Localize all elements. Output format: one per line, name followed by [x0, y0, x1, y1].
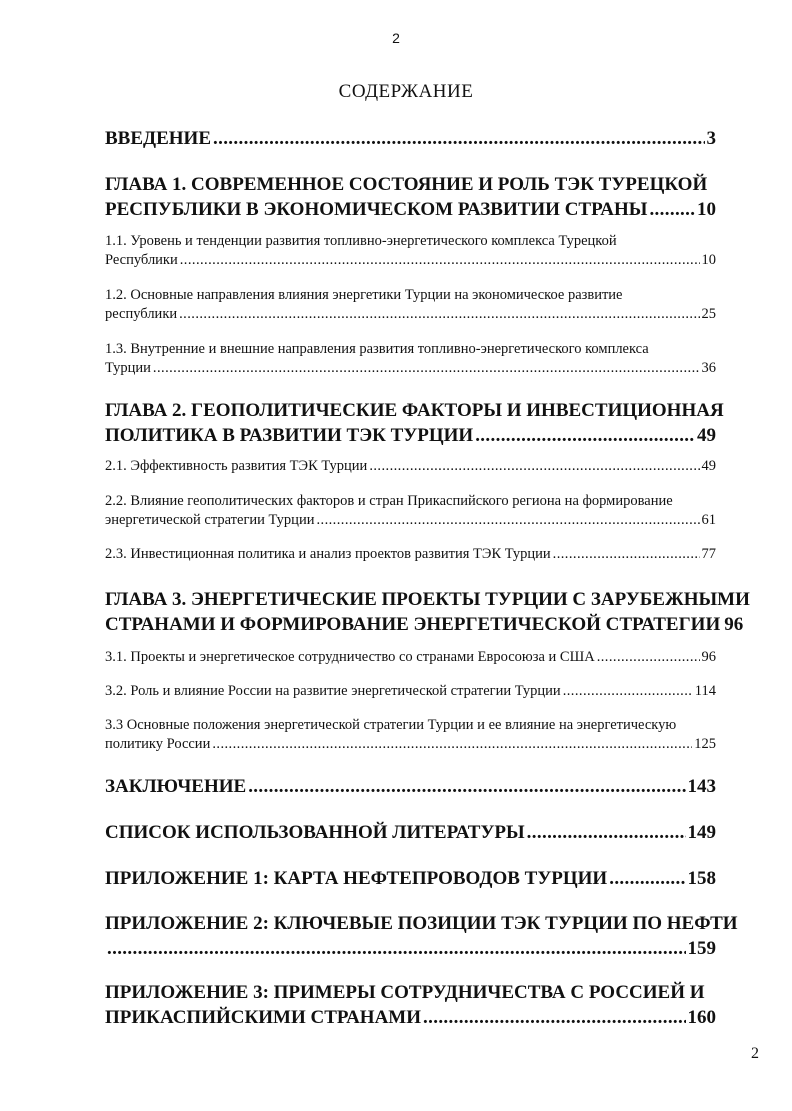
toc-entry-text-line: 1.1. Уровень и тенденции развития топливно-энергетического комплекса Турецкой [105, 233, 617, 249]
toc-section-entry [105, 492, 716, 530]
toc-entry-page-number: 61 [701, 512, 716, 528]
toc-entry-page-number: 160 [687, 1007, 716, 1028]
toc-entry-title: СПИСОК ИСПОЛЬЗОВАННОЙ ЛИТЕРАТУРЫ [105, 822, 525, 843]
toc-section-entry [105, 286, 716, 324]
toc-section-entry [105, 340, 716, 378]
toc-section-entry [105, 682, 716, 701]
toc-entry-text-line: ПРИЛОЖЕНИЕ 2: КЛЮЧЕВЫЕ ПОЗИЦИИ ТЭК ТУРЦИИ ПО НЕФТИ [105, 913, 738, 934]
toc-chapter-entry [105, 587, 750, 637]
toc-chapter-entry [105, 398, 724, 448]
toc-chapter-entry [105, 126, 716, 151]
toc-entry-title: республики [105, 306, 178, 322]
toc-chapter-entry [105, 172, 716, 222]
toc-entry-text-line: ГЛАВА 3. ЭНЕРГЕТИЧЕСКИЕ ПРОЕКТЫ ТУРЦИИ С ЗАРУБЕЖНЫМИ [105, 589, 750, 610]
toc-entry-page-number: 96 [724, 614, 744, 635]
toc-entry-page-number: 158 [687, 868, 716, 889]
dot-leader [553, 545, 700, 564]
dot-leader [649, 197, 695, 222]
toc-entry-page-number: 10 [697, 199, 716, 220]
dot-leader [369, 457, 699, 476]
toc-chapter-entry [105, 866, 716, 891]
dot-leader [153, 359, 700, 378]
toc-chapter-entry [105, 820, 716, 845]
toc-entry-title: 3.1. Проекты и энергетическое сотрудничество со странами Евросоюза и США [105, 649, 595, 665]
toc-entry-page-number: 143 [687, 776, 716, 797]
toc-section-entry [105, 648, 716, 667]
toc-entry-title: ЗАКЛЮЧЕНИЕ [105, 776, 247, 797]
page-number-top: 2 [392, 30, 400, 46]
toc-section-entry [105, 545, 716, 564]
toc-entry-title: СТРАНАМИ И ФОРМИРОВАНИЕ ЭНЕРГЕТИЧЕСКОЙ СТРАТЕГИИ [105, 614, 721, 635]
toc-entry-title: ПРИЛОЖЕНИЕ 1: КАРТА НЕФТЕПРОВОДОВ ТУРЦИИ [105, 868, 608, 889]
toc-section-entry [105, 716, 716, 754]
toc-entry-text-line: 2.2. Влияние геополитических факторов и стран Прикаспийского региона на формирование [105, 493, 673, 509]
dot-leader [563, 682, 693, 701]
toc-entry-title: Республики [105, 252, 178, 268]
toc-chapter-entry [105, 980, 716, 1030]
toc-entry-page-number: 125 [694, 736, 716, 752]
page-title: СОДЕРЖАНИЕ [338, 81, 474, 102]
dot-leader [316, 511, 699, 530]
toc-entry-text-line: 1.3. Внутренние и внешние направления развития топливно-энергетического комплекса [105, 341, 649, 357]
toc-chapter-entry [105, 911, 738, 961]
toc-entry-title: ВВЕДЕНИЕ [105, 128, 211, 149]
toc-entry-title: 3.2. Роль и влияние России на развитие энергетической стратегии Турции [105, 683, 561, 699]
toc-entry-page-number: 96 [701, 649, 716, 665]
toc-entry-page-number: 10 [701, 252, 716, 268]
toc-entry-title: ПОЛИТИКА В РАЗВИТИИ ТЭК ТУРЦИИ [105, 425, 474, 446]
toc-entry-title: Турции [105, 360, 151, 376]
toc-entry-text-line: ПРИЛОЖЕНИЕ 3: ПРИМЕРЫ СОТРУДНИЧЕСТВА С РОССИЕЙ И [105, 982, 705, 1003]
dot-leader [180, 251, 700, 270]
dot-leader [609, 866, 685, 891]
page-number-bottom: 2 [751, 1045, 759, 1062]
toc-chapter-entry [105, 774, 716, 799]
toc-entry-page-number: 3 [706, 128, 716, 149]
dot-leader [597, 648, 700, 667]
dot-leader [212, 735, 692, 754]
dot-leader [107, 936, 686, 961]
toc-entry-page-number: 149 [687, 822, 716, 843]
dot-leader [423, 1005, 685, 1030]
dot-leader [527, 820, 686, 845]
toc-entry-text-line: 3.3 Основные положения энергетической стратегии Турции и ее влияние на энергетическую [105, 717, 677, 733]
toc-entry-text-line: ГЛАВА 2. ГЕОПОЛИТИЧЕСКИЕ ФАКТОРЫ И ИНВЕСТИЦИОННАЯ [105, 400, 724, 421]
toc-entry-title: энергетической стратегии Турции [105, 512, 315, 528]
toc-section-entry [105, 457, 716, 476]
toc-entry-title: РЕСПУБЛИКИ В ЭКОНОМИЧЕСКОМ РАЗВИТИИ СТРАНЫ [105, 199, 648, 220]
toc-entry-page-number: 114 [694, 683, 716, 699]
toc-section-entry [105, 232, 716, 270]
dot-leader [179, 305, 699, 324]
toc-entry-page-number: 49 [697, 425, 716, 446]
toc-entry-title: 2.3. Инвестиционная политика и анализ проектов развития ТЭК Турции [105, 546, 551, 562]
toc-entry-page-number: 36 [701, 360, 716, 376]
dot-leader [475, 423, 695, 448]
toc-entry-title: политику России [105, 736, 211, 752]
dot-leader [213, 126, 705, 151]
toc-entry-page-number: 49 [701, 458, 716, 474]
toc-entry-title: ПРИКАСПИЙСКИМИ СТРАНАМИ [105, 1007, 422, 1028]
toc-entry-title: 2.1. Эффективность развития ТЭК Турции [105, 458, 368, 474]
toc-entry-page-number: 159 [687, 938, 716, 959]
toc-entry-text-line: ГЛАВА 1. СОВРЕМЕННОЕ СОСТОЯНИЕ И РОЛЬ ТЭК ТУРЕЦКОЙ [105, 174, 708, 195]
toc-entry-page-number: 25 [701, 306, 716, 322]
toc-entry-text-line: 1.2. Основные направления влияния энергетики Турции на экономическое развитие [105, 287, 623, 303]
dot-leader [248, 774, 685, 799]
toc-entry-page-number: 77 [701, 546, 716, 562]
